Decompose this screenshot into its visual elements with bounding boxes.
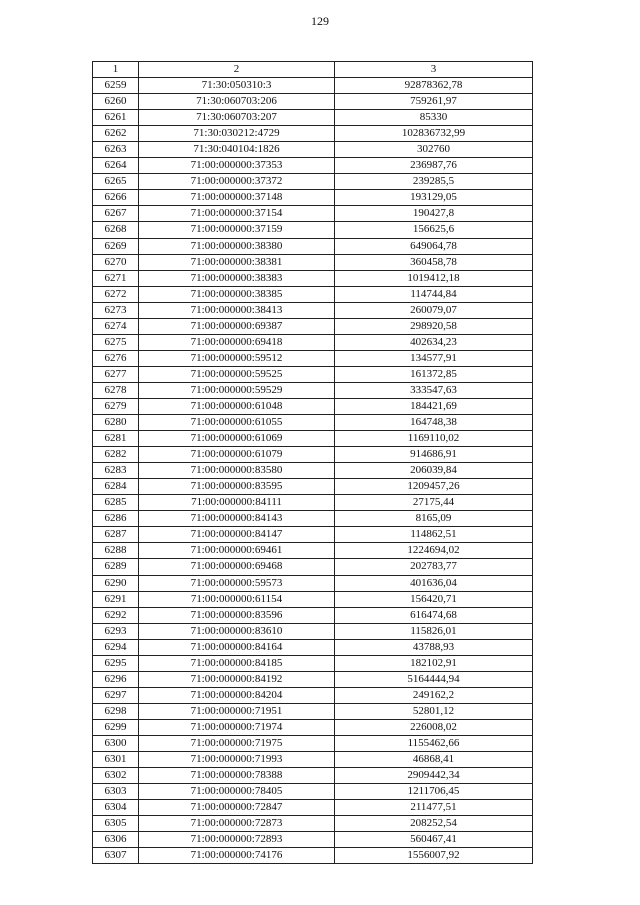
- value-cell: 52801,12: [335, 703, 533, 719]
- value-cell: 1556007,92: [335, 848, 533, 864]
- value-cell: 914686,91: [335, 447, 533, 463]
- row-number-cell: 6284: [93, 479, 139, 495]
- cadastral-number-cell: 71:00:000000:83580: [139, 463, 335, 479]
- row-number-cell: 6265: [93, 174, 139, 190]
- value-cell: 27175,44: [335, 495, 533, 511]
- value-cell: 202783,77: [335, 559, 533, 575]
- row-number-cell: 6276: [93, 350, 139, 366]
- value-cell: 2909442,34: [335, 768, 533, 784]
- value-cell: 161372,85: [335, 366, 533, 382]
- row-number-cell: 6287: [93, 527, 139, 543]
- cadastral-number-cell: 71:00:000000:37353: [139, 158, 335, 174]
- row-number-cell: 6261: [93, 110, 139, 126]
- table-row: [93, 238, 533, 254]
- table-row: [93, 270, 533, 286]
- row-number-cell: 6273: [93, 302, 139, 318]
- cadastral-number-cell: 71:00:000000:83610: [139, 623, 335, 639]
- value-cell: 114862,51: [335, 527, 533, 543]
- cadastral-number-cell: 71:00:000000:84185: [139, 655, 335, 671]
- table-row: [93, 607, 533, 623]
- table-row: [93, 655, 533, 671]
- row-number-cell: 6303: [93, 784, 139, 800]
- table-row: [93, 816, 533, 832]
- row-number-cell: 6262: [93, 126, 139, 142]
- row-number-cell: 6264: [93, 158, 139, 174]
- table-row: [93, 527, 533, 543]
- table-row: [93, 254, 533, 270]
- row-number-cell: 6279: [93, 398, 139, 414]
- value-cell: 156420,71: [335, 591, 533, 607]
- table-row: [93, 318, 533, 334]
- table-row: [93, 591, 533, 607]
- cadastral-number-cell: 71:00:000000:72893: [139, 832, 335, 848]
- cadastral-number-cell: 71:00:000000:69461: [139, 543, 335, 559]
- table-row: [93, 398, 533, 414]
- value-cell: 1211706,45: [335, 784, 533, 800]
- cadastral-number-cell: 71:30:060703:207: [139, 110, 335, 126]
- row-number-cell: 6282: [93, 447, 139, 463]
- cadastral-number-cell: 71:00:000000:71993: [139, 752, 335, 768]
- value-cell: 115826,01: [335, 623, 533, 639]
- table-row: [93, 575, 533, 591]
- cadastral-number-cell: 71:00:000000:71974: [139, 719, 335, 735]
- row-number-cell: 6268: [93, 222, 139, 238]
- row-number-cell: 6260: [93, 94, 139, 110]
- table-row: [93, 687, 533, 703]
- value-cell: 1224694,02: [335, 543, 533, 559]
- row-number-cell: 6301: [93, 752, 139, 768]
- column-header-number: 1: [93, 62, 139, 78]
- value-cell: 1209457,26: [335, 479, 533, 495]
- cadastral-number-cell: 71:00:000000:61048: [139, 398, 335, 414]
- table-row: [93, 752, 533, 768]
- row-number-cell: 6294: [93, 639, 139, 655]
- row-number-cell: 6289: [93, 559, 139, 575]
- table-row: [93, 78, 533, 94]
- cadastral-number-cell: 71:00:000000:61055: [139, 415, 335, 431]
- table-row: [93, 206, 533, 222]
- cadastral-number-cell: 71:00:000000:72847: [139, 800, 335, 816]
- row-number-cell: 6292: [93, 607, 139, 623]
- cadastral-number-cell: 71:30:050310:3: [139, 78, 335, 94]
- value-cell: 164748,38: [335, 415, 533, 431]
- row-number-cell: 6281: [93, 431, 139, 447]
- value-cell: 260079,07: [335, 302, 533, 318]
- table-row: [93, 703, 533, 719]
- row-number-cell: 6274: [93, 318, 139, 334]
- cadastral-number-cell: 71:00:000000:38380: [139, 238, 335, 254]
- row-number-cell: 6286: [93, 511, 139, 527]
- cadastral-number-cell: 71:00:000000:84143: [139, 511, 335, 527]
- cadastral-number-cell: 71:30:060703:206: [139, 94, 335, 110]
- value-cell: 114744,84: [335, 286, 533, 302]
- row-number-cell: 6280: [93, 415, 139, 431]
- row-number-cell: 6278: [93, 382, 139, 398]
- table-row: [93, 511, 533, 527]
- cadastral-number-cell: 71:00:000000:59525: [139, 366, 335, 382]
- cadastral-number-cell: 71:00:000000:84111: [139, 495, 335, 511]
- cadastral-number-cell: 71:00:000000:37372: [139, 174, 335, 190]
- value-cell: 333547,63: [335, 382, 533, 398]
- cadastral-number-cell: 71:00:000000:61079: [139, 447, 335, 463]
- row-number-cell: 6305: [93, 816, 139, 832]
- value-cell: 46868,41: [335, 752, 533, 768]
- table-row: [93, 190, 533, 206]
- table-row: [93, 110, 533, 126]
- row-number-cell: 6288: [93, 543, 139, 559]
- cadastral-number-cell: 71:00:000000:84147: [139, 527, 335, 543]
- table-row: [93, 848, 533, 864]
- table-row: [93, 832, 533, 848]
- row-number-cell: 6272: [93, 286, 139, 302]
- row-number-cell: 6283: [93, 463, 139, 479]
- table-row: [93, 366, 533, 382]
- value-cell: 298920,58: [335, 318, 533, 334]
- value-cell: 92878362,78: [335, 78, 533, 94]
- column-header-cadastral-number: 2: [139, 62, 335, 78]
- table-row: [93, 735, 533, 751]
- value-cell: 208252,54: [335, 816, 533, 832]
- table-row: [93, 768, 533, 784]
- table-row: [93, 784, 533, 800]
- value-cell: 236987,76: [335, 158, 533, 174]
- row-number-cell: 6295: [93, 655, 139, 671]
- value-cell: 1169110,02: [335, 431, 533, 447]
- row-number-cell: 6263: [93, 142, 139, 158]
- registry-table: [92, 61, 533, 864]
- row-number-cell: 6269: [93, 238, 139, 254]
- cadastral-number-cell: 71:00:000000:59512: [139, 350, 335, 366]
- value-cell: 401636,04: [335, 575, 533, 591]
- table-row: [93, 350, 533, 366]
- value-cell: 560467,41: [335, 832, 533, 848]
- cadastral-number-cell: 71:00:000000:83596: [139, 607, 335, 623]
- value-cell: 102836732,99: [335, 126, 533, 142]
- row-number-cell: 6285: [93, 495, 139, 511]
- cadastral-number-cell: 71:00:000000:69468: [139, 559, 335, 575]
- value-cell: 759261,97: [335, 94, 533, 110]
- cadastral-number-cell: 71:00:000000:37154: [139, 206, 335, 222]
- cadastral-number-cell: 71:00:000000:83595: [139, 479, 335, 495]
- value-cell: 206039,84: [335, 463, 533, 479]
- header-row: [93, 62, 533, 78]
- table-row: [93, 222, 533, 238]
- value-cell: 226008,02: [335, 719, 533, 735]
- value-cell: 1155462,66: [335, 735, 533, 751]
- cadastral-number-cell: 71:00:000000:61069: [139, 431, 335, 447]
- cadastral-number-cell: 71:00:000000:69387: [139, 318, 335, 334]
- table-row: [93, 126, 533, 142]
- table-row: [93, 334, 533, 350]
- row-number-cell: 6259: [93, 78, 139, 94]
- table-row: [93, 559, 533, 575]
- row-number-cell: 6307: [93, 848, 139, 864]
- cadastral-number-cell: 71:00:000000:38381: [139, 254, 335, 270]
- page-number: 129: [311, 14, 329, 28]
- cadastral-number-cell: 71:00:000000:69418: [139, 334, 335, 350]
- value-cell: 134577,91: [335, 350, 533, 366]
- row-number-cell: 6298: [93, 703, 139, 719]
- row-number-cell: 6267: [93, 206, 139, 222]
- row-number-cell: 6302: [93, 768, 139, 784]
- row-number-cell: 6299: [93, 719, 139, 735]
- value-cell: 156625,6: [335, 222, 533, 238]
- column-header-value: 3: [335, 62, 533, 78]
- table-row: [93, 495, 533, 511]
- table-row: [93, 623, 533, 639]
- cadastral-number-cell: 71:00:000000:78405: [139, 784, 335, 800]
- value-cell: 184421,69: [335, 398, 533, 414]
- table-row: [93, 174, 533, 190]
- row-number-cell: 6296: [93, 671, 139, 687]
- cadastral-number-cell: 71:00:000000:84192: [139, 671, 335, 687]
- value-cell: 211477,51: [335, 800, 533, 816]
- value-cell: 360458,78: [335, 254, 533, 270]
- cadastral-number-cell: 71:00:000000:38385: [139, 286, 335, 302]
- cadastral-number-cell: 71:30:040104:1826: [139, 142, 335, 158]
- cadastral-number-cell: 71:00:000000:71951: [139, 703, 335, 719]
- table-row: [93, 543, 533, 559]
- row-number-cell: 6290: [93, 575, 139, 591]
- value-cell: 5164444,94: [335, 671, 533, 687]
- value-cell: 302760: [335, 142, 533, 158]
- row-number-cell: 6300: [93, 735, 139, 751]
- value-cell: 193129,05: [335, 190, 533, 206]
- table-row: [93, 479, 533, 495]
- table-row: [93, 286, 533, 302]
- row-number-cell: 6271: [93, 270, 139, 286]
- value-cell: 649064,78: [335, 238, 533, 254]
- cadastral-number-cell: 71:00:000000:37159: [139, 222, 335, 238]
- cadastral-number-cell: 71:00:000000:61154: [139, 591, 335, 607]
- row-number-cell: 6291: [93, 591, 139, 607]
- cadastral-number-cell: 71:00:000000:37148: [139, 190, 335, 206]
- row-number-cell: 6277: [93, 366, 139, 382]
- value-cell: 1019412,18: [335, 270, 533, 286]
- row-number-cell: 6266: [93, 190, 139, 206]
- table-row: [93, 447, 533, 463]
- cadastral-number-cell: 71:00:000000:59529: [139, 382, 335, 398]
- value-cell: 85330: [335, 110, 533, 126]
- value-cell: 43788,93: [335, 639, 533, 655]
- table-row: [93, 671, 533, 687]
- table-row: [93, 302, 533, 318]
- table-row: [93, 463, 533, 479]
- table-body: [93, 78, 533, 864]
- row-number-cell: 6304: [93, 800, 139, 816]
- cadastral-number-cell: 71:00:000000:72873: [139, 816, 335, 832]
- cadastral-number-cell: 71:00:000000:38413: [139, 302, 335, 318]
- row-number-cell: 6297: [93, 687, 139, 703]
- cadastral-number-cell: 71:00:000000:38383: [139, 270, 335, 286]
- value-cell: 182102,91: [335, 655, 533, 671]
- table-row: [93, 800, 533, 816]
- value-cell: 616474,68: [335, 607, 533, 623]
- table-header: [93, 62, 533, 78]
- table-row: [93, 142, 533, 158]
- value-cell: 249162,2: [335, 687, 533, 703]
- cadastral-number-cell: 71:00:000000:84204: [139, 687, 335, 703]
- table-row: [93, 382, 533, 398]
- value-cell: 402634,23: [335, 334, 533, 350]
- row-number-cell: 6306: [93, 832, 139, 848]
- cadastral-number-cell: 71:00:000000:71975: [139, 735, 335, 751]
- table-row: [93, 431, 533, 447]
- value-cell: 8165,09: [335, 511, 533, 527]
- table-row: [93, 719, 533, 735]
- table-row: [93, 639, 533, 655]
- row-number-cell: 6275: [93, 334, 139, 350]
- cadastral-number-cell: 71:00:000000:59573: [139, 575, 335, 591]
- value-cell: 239285,5: [335, 174, 533, 190]
- row-number-cell: 6270: [93, 254, 139, 270]
- table-row: [93, 158, 533, 174]
- value-cell: 190427,8: [335, 206, 533, 222]
- cadastral-number-cell: 71:00:000000:84164: [139, 639, 335, 655]
- row-number-cell: 6293: [93, 623, 139, 639]
- cadastral-number-cell: 71:00:000000:74176: [139, 848, 335, 864]
- table-row: [93, 94, 533, 110]
- cadastral-number-cell: 71:00:000000:78388: [139, 768, 335, 784]
- table-row: [93, 415, 533, 431]
- cadastral-number-cell: 71:30:030212:4729: [139, 126, 335, 142]
